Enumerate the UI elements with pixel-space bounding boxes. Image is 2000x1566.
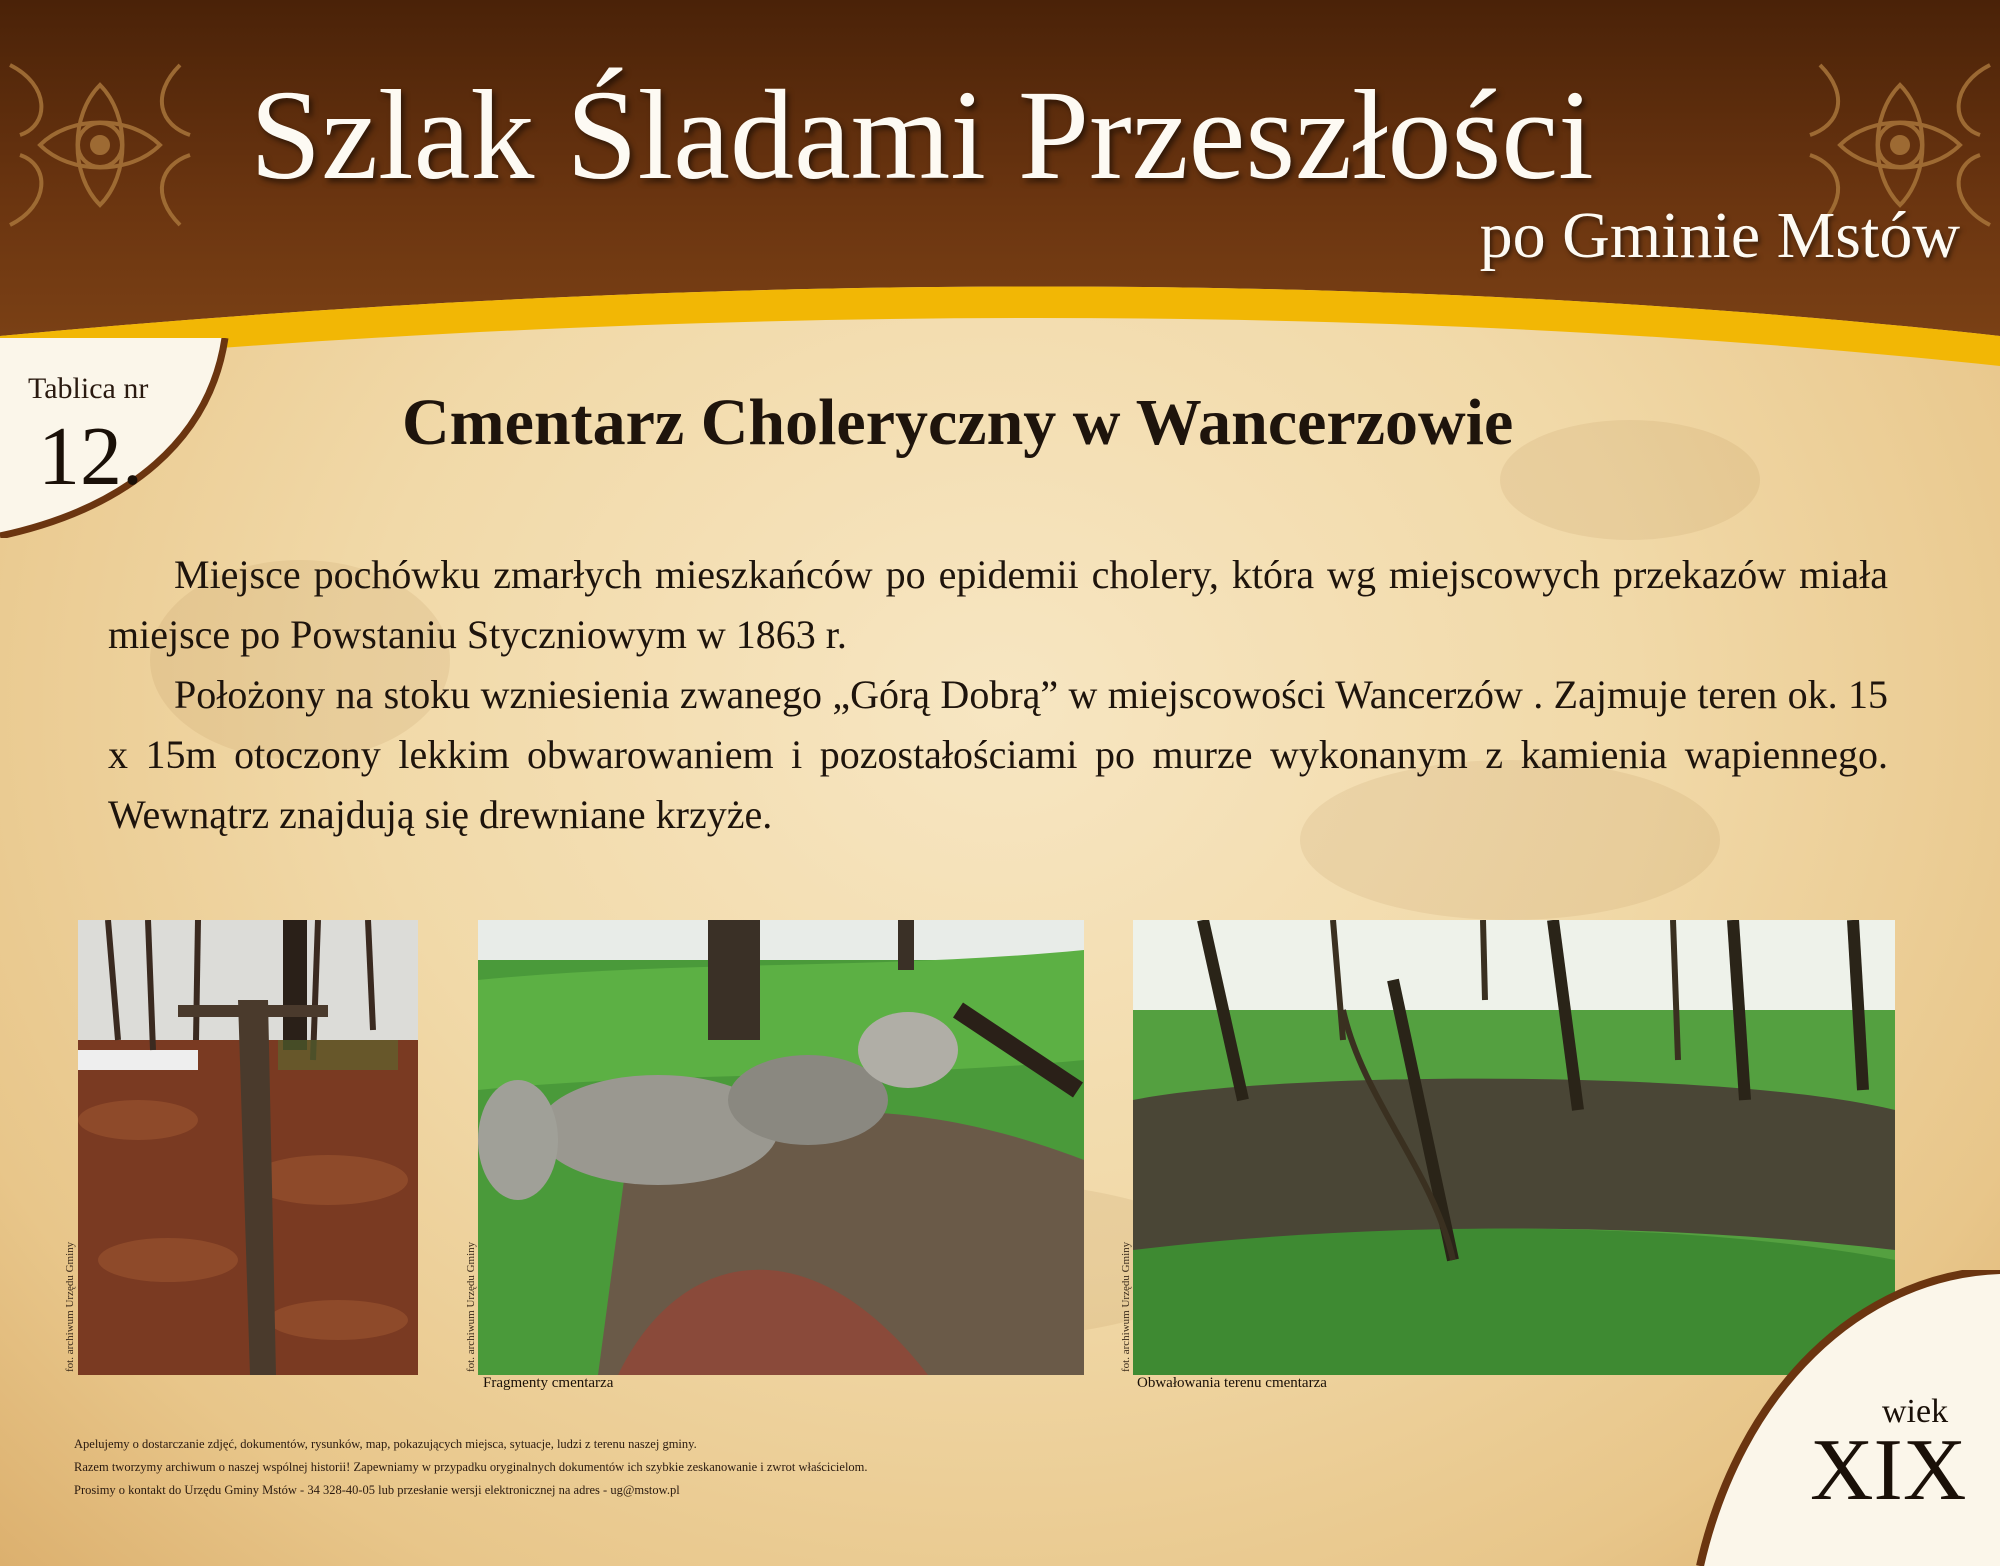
photo-cemetery-fragments: [478, 920, 1084, 1375]
description: [108, 545, 1888, 845]
photo-caption: Fragmenty cmentarza: [483, 1375, 614, 1391]
board-number: 12.: [38, 410, 143, 503]
footer-line: Apelujemy o dostarczanie zdjęć, dokumentów, rysunków, map, pokazujących miejsca, sytuacje, ludzi z terenu naszej gminy.: [74, 1437, 697, 1451]
parchment-stain: [1500, 420, 1760, 540]
board-number-label: Tablica nr: [28, 372, 149, 405]
footer-appeal: [74, 1433, 868, 1502]
page-title: Cmentarz Choleryczny w Wancerzowie: [402, 386, 1514, 459]
photo-credit: fot. archiwum Urzędu Gminy: [64, 1241, 76, 1372]
board-title: Szlak Śladami Przeszłości: [250, 64, 1594, 206]
ornament-left-icon: [0, 25, 230, 265]
footer-line: Prosimy o kontakt do Urzędu Gminy Mstów - 34 328-40-05 lub przesłanie wersji elektronicznej na adres - ug@mstow.pl: [74, 1483, 680, 1497]
board-subtitle: po Gminie Mstów: [1479, 199, 1960, 272]
century-corner: [1680, 1270, 2000, 1566]
century-value: XIX: [1810, 1422, 1967, 1519]
photo-credit: fot. archiwum Urzędu Gminy: [465, 1241, 477, 1372]
century-label: wiek: [1882, 1393, 1949, 1430]
description-paragraph: Miejsce pochówku zmarłych mieszkańców po epidemii cholery, która wg miejscowych przekazów miała miejsce po Powstaniu Styczniowym w 1863 r.: [108, 552, 1888, 657]
photo-credit: fot. archiwum Urzędu Gminy: [1120, 1241, 1132, 1372]
photo-fallen-cross: [78, 920, 418, 1375]
description-paragraph: Położony na stoku wzniesienia zwanego „Górą Dobrą” w miejscowości Wancerzów . Zajmuje teren ok. 15 x 15m otoczony lekkim obwarowaniem i pozostałościami po murze wykonanym z kamienia wapiennego. Wewnątrz znajdują się drewniane krzyże.: [108, 672, 1888, 837]
footer-line: Razem tworzymy archiwum o naszej wspólnej historii! Zapewniamy w przypadku oryginalnych dokumentów ich szybkie zeskanowanie i zwrot właścicielom.: [74, 1460, 868, 1474]
photo-caption: Obwałowania terenu cmentarza: [1137, 1375, 1327, 1391]
